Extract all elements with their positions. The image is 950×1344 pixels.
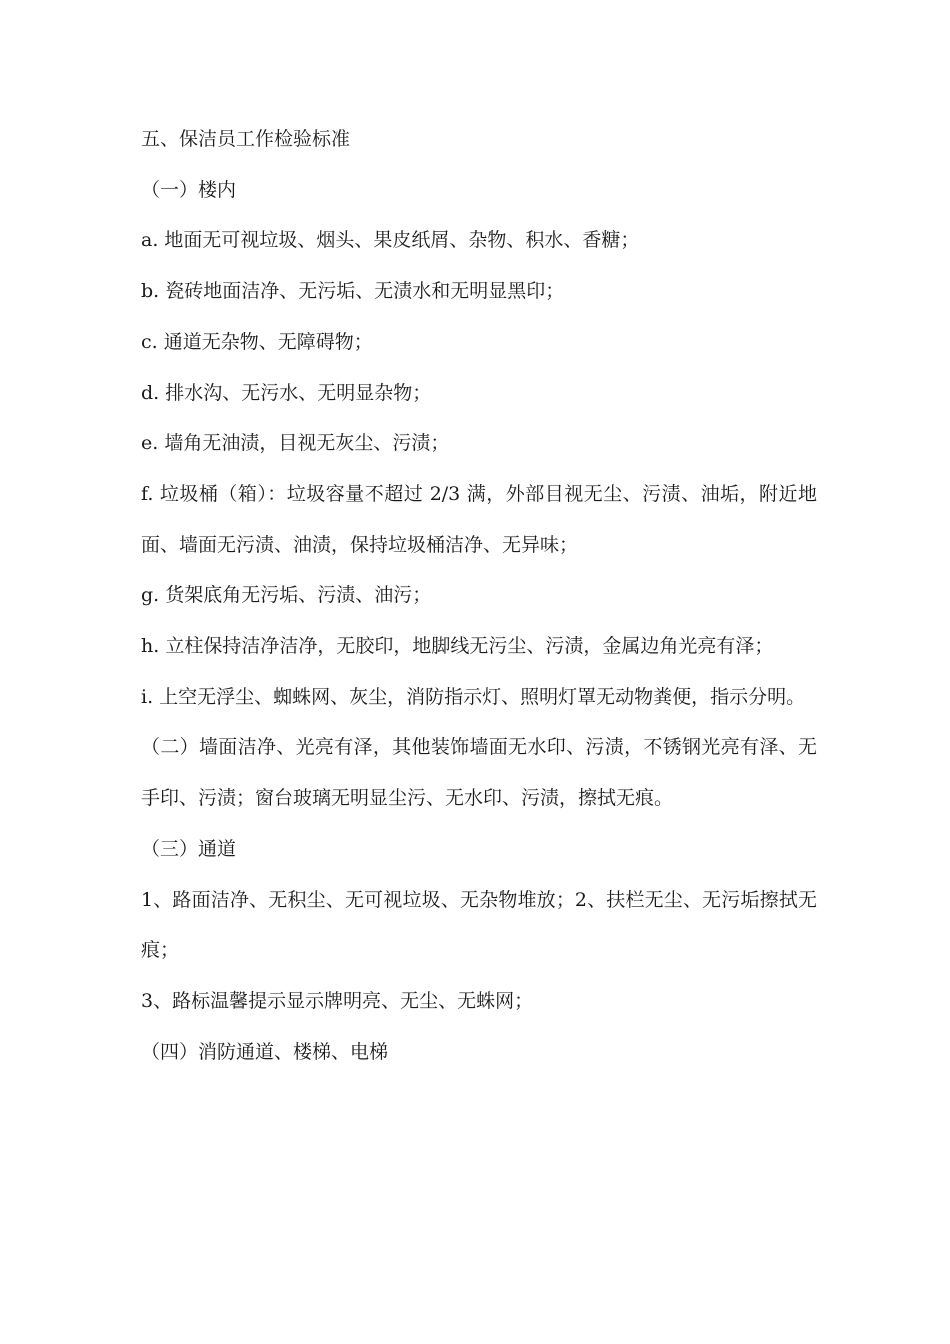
section-heading: 五、保洁员工作检验标准 (141, 128, 351, 150)
list-item-e: e. 墙角无油渍，目视无灰尘、污渍； (141, 432, 450, 455)
list-item-i: i. 上空无浮尘、蜘蛛网、灰尘，消防指示灯、照明灯罩无动物粪便，指示分明。 (141, 685, 806, 708)
subsection-heading-fire-exit: （四）消防通道、楼梯、电梯 (141, 1040, 389, 1063)
list-item-c: c. 通道无杂物、无障碍物； (141, 330, 373, 353)
list-item-h: h. 立柱保持洁净洁净，无胶印，地脚线无污尘、污渍，金属边角光亮有泽； (141, 635, 774, 658)
passage-item-1-2: 1、路面洁净、无积尘、无可视垃圾、无杂物堆放；2、扶栏无尘、无污垢擦拭无痕； (141, 888, 817, 962)
list-item-a: a. 地面无可视垃圾、烟头、果皮纸屑、杂物、积水、香糖； (141, 229, 640, 252)
document-body (141, 114, 817, 1077)
list-item-g: g. 货架底角无污垢、污渍、油污； (141, 584, 432, 607)
passage-item-3: 3、路标温馨提示显示牌明亮、无尘、无蛛网； (141, 989, 534, 1012)
list-item-b: b. 瓷砖地面洁净、无污垢、无渍水和无明显黑印； (141, 280, 565, 303)
list-item-d: d. 排水沟、无污水、无明显杂物； (141, 381, 432, 404)
subsection-wall: （二）墙面洁净、光亮有泽，其他装饰墙面无水印、污渍，不锈钢光亮有泽、无手印、污渍；窗台玻璃无明显尘污、无水印、污渍，擦拭无痕。 (141, 736, 817, 810)
subsection-heading-indoor: （一）楼内 (141, 178, 237, 201)
list-item-f: f. 垃圾桶（箱）：垃圾容量不超过 2/3 满，外部目视无尘、污渍、油垢，附近地面、墙面无污渍、油渍，保持垃圾桶洁净、无异味； (141, 482, 817, 556)
subsection-heading-passage: （三）通道 (141, 837, 237, 860)
